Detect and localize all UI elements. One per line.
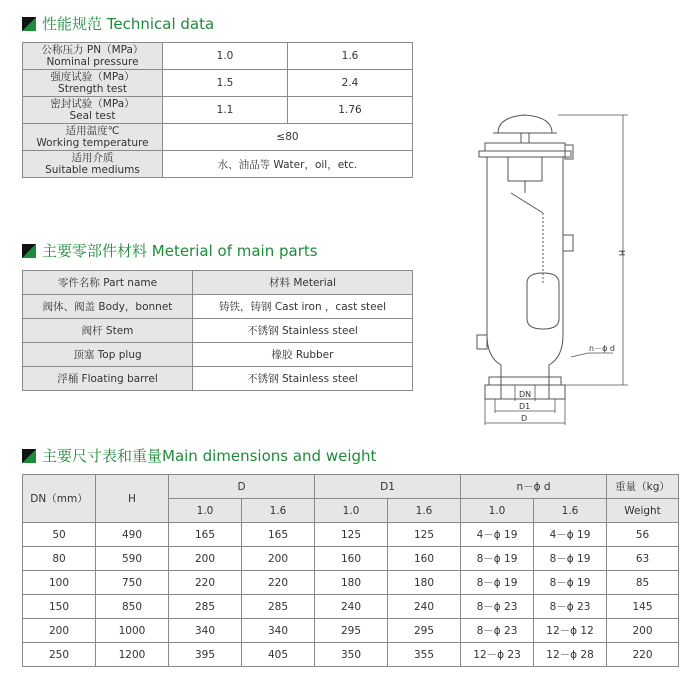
table-row — [23, 124, 413, 151]
side-boss — [563, 235, 573, 251]
part-name: 浮桶 Floating barrel — [23, 367, 193, 391]
heading-technical-data — [22, 13, 214, 34]
dn-label: DN — [519, 390, 532, 399]
cell-value: 1.1 — [163, 97, 288, 124]
table-cell: 200 — [169, 547, 242, 571]
table-cell: 8－ϕ 19 — [534, 571, 607, 595]
column-header-d: D — [169, 475, 315, 499]
weight-subheader: Weight — [607, 499, 679, 523]
column-header: 零件名称 Part name — [23, 271, 193, 295]
table-cell: 100 — [23, 571, 96, 595]
table-cell: 200 — [242, 547, 315, 571]
table-cell: 12－ϕ 28 — [534, 643, 607, 667]
heading-text: 主要尺寸表和重量Main dimensions and weight — [42, 447, 377, 465]
column-header-n-phi-d: n－ϕ d — [461, 475, 607, 499]
table-row — [23, 595, 679, 619]
material: 不锈钢 Stainless steel — [193, 319, 413, 343]
column-header: 材料 Meterial — [193, 271, 413, 295]
table-cell: 220 — [607, 643, 679, 667]
table-cell: 180 — [388, 571, 461, 595]
column-header-h: H — [96, 475, 169, 523]
table-cell: 12－ϕ 12 — [534, 619, 607, 643]
heading-text: 性能规范 Technical data — [42, 15, 215, 33]
cell-value: ≤80 — [163, 124, 413, 151]
table-cell: 125 — [315, 523, 388, 547]
n-phi-d-leader — [571, 353, 588, 357]
table-row — [23, 295, 413, 319]
section-marker-icon — [22, 449, 36, 463]
column-header-weight: 重量（kg） — [607, 475, 679, 499]
heading-text: 主要零部件材料 Meterial of main parts — [42, 242, 318, 260]
pressure-subheader: 1.0 — [461, 499, 534, 523]
table-cell: 8－ϕ 19 — [461, 547, 534, 571]
table-row — [23, 319, 413, 343]
table-header-row — [23, 475, 679, 499]
drain-boss — [477, 335, 487, 349]
table-cell: 1200 — [96, 643, 169, 667]
table-row — [23, 619, 679, 643]
table-cell: 355 — [388, 643, 461, 667]
material: 不锈钢 Stainless steel — [193, 367, 413, 391]
row-label: 适用温度℃ Working temperature — [23, 124, 163, 151]
table-cell: 490 — [96, 523, 169, 547]
section-marker-icon — [22, 17, 36, 31]
table-cell: 85 — [607, 571, 679, 595]
pressure-subheader: 1.6 — [388, 499, 461, 523]
cell-value: 水、油品等 Water，oil，etc. — [163, 151, 413, 178]
table-row — [23, 523, 679, 547]
dimensions-table — [22, 474, 679, 667]
table-cell: 285 — [169, 595, 242, 619]
table-cell: 12－ϕ 23 — [461, 643, 534, 667]
valve-drawing — [463, 95, 663, 430]
cell-value: 1.5 — [163, 70, 288, 97]
part-name: 阀体、阀盖 Body，bonnet — [23, 295, 193, 319]
material: 铸铁，铸钢 Cast iron ，cast steel — [193, 295, 413, 319]
technical-data-table — [22, 42, 413, 178]
table-cell: 590 — [96, 547, 169, 571]
bottom-flange — [489, 377, 561, 385]
materials-table — [22, 270, 413, 391]
body-left-wall — [487, 157, 501, 377]
pressure-subheader: 1.0 — [169, 499, 242, 523]
table-cell: 240 — [315, 595, 388, 619]
table-cell: 340 — [169, 619, 242, 643]
table-row — [23, 43, 413, 70]
pressure-subheader: 1.0 — [315, 499, 388, 523]
table-cell: 8－ϕ 23 — [461, 595, 534, 619]
table-cell: 56 — [607, 523, 679, 547]
body-flange — [479, 151, 571, 157]
table-cell: 160 — [315, 547, 388, 571]
top-plug-housing — [508, 157, 542, 181]
table-cell: 8－ϕ 23 — [461, 619, 534, 643]
table-row — [23, 571, 679, 595]
table-cell: 63 — [607, 547, 679, 571]
row-label: 适用介质 Suitable mediums — [23, 151, 163, 178]
table-row — [23, 343, 413, 367]
table-cell: 240 — [388, 595, 461, 619]
table-cell: 340 — [242, 619, 315, 643]
table-header-row — [23, 271, 413, 295]
table-cell: 220 — [242, 571, 315, 595]
row-label: 强度试验（MPa） Strength test — [23, 70, 163, 97]
table-cell: 4－ϕ 19 — [461, 523, 534, 547]
table-cell: 285 — [242, 595, 315, 619]
table-cell: 295 — [315, 619, 388, 643]
heading-main-parts — [22, 240, 318, 261]
d-label: D — [521, 414, 528, 423]
table-cell: 750 — [96, 571, 169, 595]
table-cell: 250 — [23, 643, 96, 667]
table-row — [23, 367, 413, 391]
table-cell: 220 — [169, 571, 242, 595]
table-cell: 4－ϕ 19 — [534, 523, 607, 547]
cell-value: 1.76 — [288, 97, 413, 124]
cell-value: 2.4 — [288, 70, 413, 97]
row-label: 公称压力 PN（MPa） Nominal pressure — [23, 43, 163, 70]
table-cell: 405 — [242, 643, 315, 667]
pressure-subheader: 1.6 — [534, 499, 607, 523]
table-cell: 80 — [23, 547, 96, 571]
table-row — [23, 151, 413, 178]
heading-dimensions — [22, 445, 376, 466]
h-label: H — [617, 250, 626, 257]
n-phi-d-label: n－ϕ d — [589, 344, 615, 353]
table-cell: 1000 — [96, 619, 169, 643]
table-cell: 850 — [96, 595, 169, 619]
table-cell: 150 — [23, 595, 96, 619]
table-cell: 8－ϕ 23 — [534, 595, 607, 619]
d1-label: D1 — [519, 402, 531, 411]
table-cell: 50 — [23, 523, 96, 547]
column-header-dn: DN（mm） — [23, 475, 96, 523]
table-row — [23, 643, 679, 667]
column-header-d1: D1 — [315, 475, 461, 499]
table-cell: 8－ϕ 19 — [461, 571, 534, 595]
table-row — [23, 70, 413, 97]
valve-cap — [498, 115, 552, 133]
part-name: 顶塞 Top plug — [23, 343, 193, 367]
table-cell: 125 — [388, 523, 461, 547]
table-cell: 295 — [388, 619, 461, 643]
cell-value: 1.0 — [163, 43, 288, 70]
table-cell: 180 — [315, 571, 388, 595]
pressure-subheader: 1.6 — [242, 499, 315, 523]
cell-value: 1.6 — [288, 43, 413, 70]
table-cell: 160 — [388, 547, 461, 571]
table-cell: 8－ϕ 19 — [534, 547, 607, 571]
table-cell: 200 — [23, 619, 96, 643]
bonnet-flange — [485, 143, 565, 151]
lever-arm — [511, 193, 543, 213]
part-name: 阀杆 Stem — [23, 319, 193, 343]
table-cell: 395 — [169, 643, 242, 667]
body-right-wall — [549, 157, 563, 377]
row-label: 密封试验（MPa） Seal test — [23, 97, 163, 124]
table-cell: 350 — [315, 643, 388, 667]
table-cell: 165 — [169, 523, 242, 547]
table-row — [23, 97, 413, 124]
table-cell: 145 — [607, 595, 679, 619]
material: 橡胶 Rubber — [193, 343, 413, 367]
table-row — [23, 547, 679, 571]
table-cell: 200 — [607, 619, 679, 643]
table-cell: 165 — [242, 523, 315, 547]
section-marker-icon — [22, 244, 36, 258]
